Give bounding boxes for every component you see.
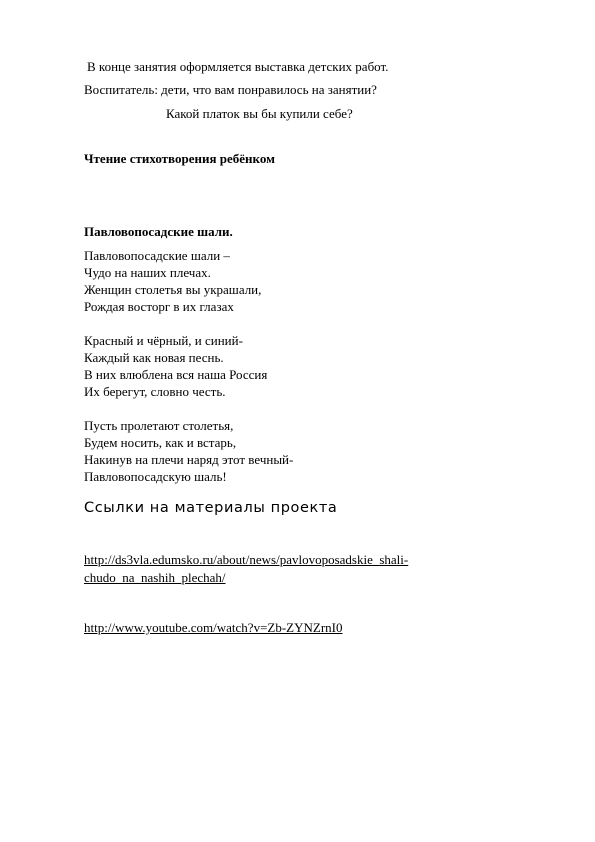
poem-line: Павловопосадскую шаль! — [84, 469, 227, 484]
exhibition-sentence: В конце занятия оформляется выставка детских работ. — [87, 59, 389, 74]
poem-line: Накинув на плечи наряд этот вечный- — [84, 452, 294, 467]
poem-line: Чудо на наших плечах. — [84, 265, 211, 280]
poem-line: Красный и чёрный, и синий- — [84, 333, 243, 348]
poem-title: Павловопосадские шали. — [84, 224, 233, 239]
poem-line: Будем носить, как и встарь, — [84, 435, 237, 450]
poem-line: Каждый как новая песнь. — [84, 350, 224, 365]
teacher-question: Воспитатель: дети, что вам понравилось на занятии? — [84, 82, 377, 97]
reading-heading: Чтение стихотворения ребёнком — [84, 151, 275, 166]
poem-line: Их берегут, словно честь. — [84, 384, 226, 399]
scarf-question: Какой платок вы бы купили себе? — [166, 106, 353, 121]
youtube-video-link[interactable]: http://www.youtube.com/watch?v=Zb-ZYNZrnI0 — [84, 620, 343, 635]
project-news-link-continuation[interactable]: chudo_na_nashih_plechah/ — [84, 570, 226, 585]
poem-line: В них влюблена вся наша Россия — [84, 367, 268, 382]
poem-line: Рождая восторг в их глазах — [84, 299, 234, 314]
poem-line: Павловопосадские шали – — [84, 248, 230, 263]
poem-line: Пусть пролетают столетья, — [84, 418, 234, 433]
links-heading: Ссылки на материалы проекта — [84, 500, 338, 516]
project-news-link[interactable]: http://ds3vla.edumsko.ru/about/news/pavlovoposadskie_shali- — [84, 552, 409, 567]
poem-line: Женщин столетья вы украшали, — [84, 282, 262, 297]
